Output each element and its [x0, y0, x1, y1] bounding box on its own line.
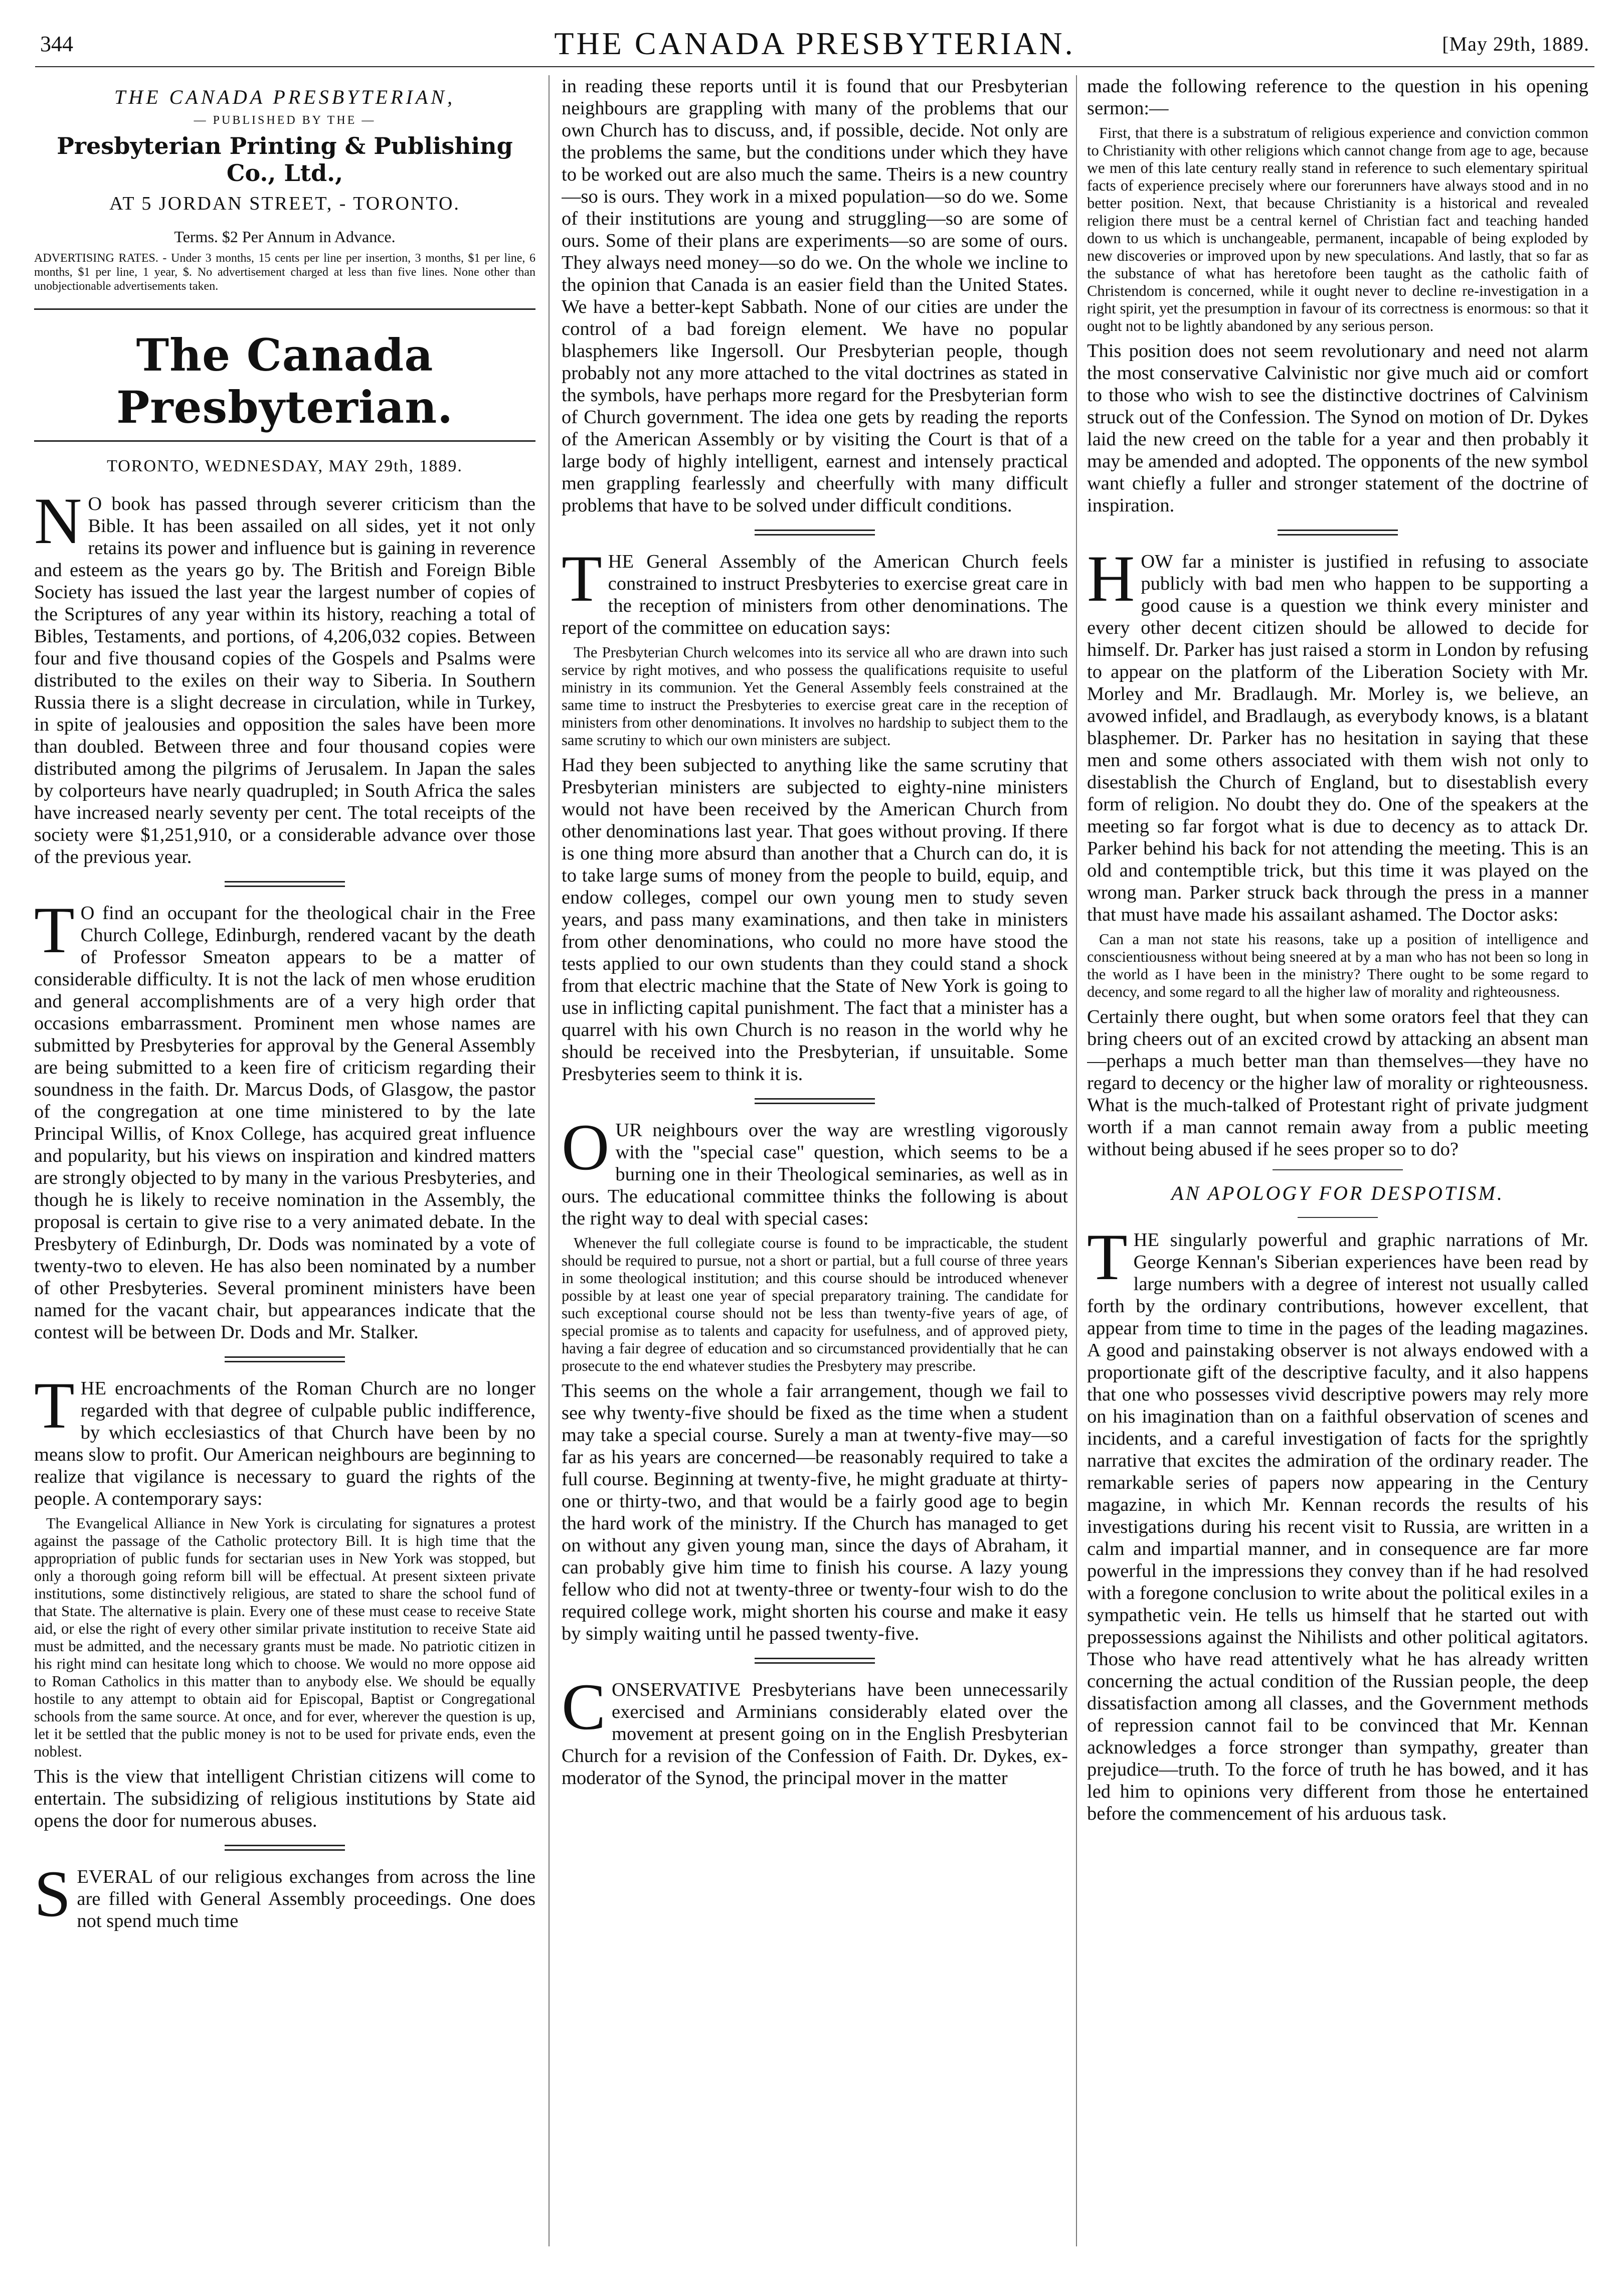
quote-doctor-asks: Can a man not state his reasons, take up a position of intelligence and conscientiousness without being sneered at by a man who has not been so long in the world as I have been in the ministry? There ought to be some regard to decency, and some regard to all the higher law of morality and righteousness.	[1087, 931, 1588, 1000]
article-bible-society: NO book has passed through severer criticism than the Bible. It has been assailed on all sides, yet it not only retains its power and influence but is gaining in reverence and esteem as the years go by. The British and Foreign Bible Society has issued the last year the largest number of copies of the Scriptures of any year within its history, reaching a total of Bibles, Testaments, and portions, of 4,206,032 copies. Between four and five thousand copies of the Gospels and Psalms were distributed to the exiles on their way to Siberia. In Southern Russia there is a slight decrease in circulation, while in Turkey, in spite of jealousies and opposition the sales have been more than doubled. Between three and four thousand copies were distributed among the pilgrims of Jerusalem. In Japan the sales by colporteurs have nearly quadrupled; in South Africa the sales have increased nearly seventy per cent. The total receipts of the society were $1,251,910, or a considerable advance over those of the previous year.	[34, 484, 535, 867]
divider	[755, 530, 875, 536]
header-rule	[35, 66, 1594, 67]
running-title: THE CANADA PRESBYTERIAN.	[554, 26, 1075, 61]
article-general-assembly: THE General Assembly of the American Church feels constrained to instruct Presbyteries to exercise great care in the reception of ministers from other denominations. The report of the committee on education says:	[562, 542, 1068, 638]
article-roman-church: THE encroachments of the Roman Church are no longer regarded with that degree of culpable public indifference, by which ecclesiastics of that Church have been by no means slow to profit. Our American neighbours are beginning to realize that vigilance is necessary to guard the rights of the people. A contemporary says:	[34, 1368, 535, 1509]
column-divider	[549, 75, 550, 2246]
article-roman-church-cont: This is the view that intelligent Christian citizens will come to entertain. The subsidizing of religious institutions by State aid opens the door for numerous abuses.	[34, 1766, 535, 1831]
section-title-despotism: AN APOLOGY FOR DESPOTISM.	[1171, 1182, 1504, 1204]
quote-special-cases: Whenever the full collegiate course is found to be impracticable, the student should be required to pursue, not a short or partial, but a full course of three years in some theological institution; and this course should be introduced whenever possible by at least one year of special preparatory training. The candidate for such exceptional course should not be less than twenty-five years of age, of special promise as to talents and capacity for usefulness, and of approved piety, having a fair degree of education and so circumstanced providentially that he can prosecute to the end whatever studies the Presbytery may prescribe.	[562, 1235, 1068, 1374]
divider	[1298, 1217, 1378, 1218]
divider	[1273, 1169, 1403, 1170]
divider	[755, 1658, 875, 1664]
article-apology-despotism: THE singularly powerful and graphic narrations of Mr. George Kennan's Siberian experiences have been read by large numbers with a degree of interest not usually called forth by the ordinary contributions, however excellent, that appear from time to time in the pages of the leading magazines. A good and painstaking observer is not always endowed with a proportionate gift of the descriptive faculty, and it also happens that one who possesses vivid descriptive powers may rely more on his imagination than on a faithful observation of scenes and incidents, and a careful investigation of facts for the sprightly narrative that excites the admiration of the ordinary reader. The remarkable series of papers now appearing in the Century magazine, in which Mr. Kennan records the results of his investigations during his recent visit to Russia, are written in a calm and impartial manner, and in consequence are far more powerful in the impressions they convey than if he had resolved with a foregone conclusion to write about the political exiles in a sympathetic vein. He tells us himself that he started out with prepossessions against the Nihilists and other political agitators. Those who have read attentively what he has already written concerning the actual condition of the Russian people, the deep dissatisfaction among all classes, and the Government methods of repression cannot fail to be convinced that Mr. Kennan acknowledges a force stronger than sympathy, greater than prejudice—truth. To the force of truth he has bowed, and it has led him to opinions very different from those he entertained before the commencement of his arduous task.	[1087, 1220, 1588, 1824]
divider	[225, 1845, 345, 1851]
divider	[1278, 530, 1398, 536]
nameplate: The Canada Presbyterian.	[116, 329, 453, 433]
quote-education-committee: The Presbyterian Church welcomes into its service all who are drawn into such service by right motives, and who possess the qualifications requisite to useful ministry in its communion. Yet the General Assembly feels constrained at the same time to instruct the Presbyteries to exercise great care in the reception of ministers from other denominations. It involves no hardship to subject them to the same scrutiny to which our own ministers are subject.	[562, 644, 1068, 749]
quote-opening-sermon: First, that there is a substratum of religious experience and conviction common to Christianity with other religions which cannot change from age to age, because we men of this late century really stand in reference to such elementary spiritual facts of experience precisely where our forerunners have always stood and in no better position. Next, that because Christianity is a historical and revealed religion there must be a central kernel of Christian fact and teaching handed down to us which is unchangeable, permanent, incapable of being exploded by new discoveries or improved upon by new speculations. And lastly, that so far as the substance of what has heretofore been taught as the catholic faith of Christendom is concerned, while it ought never to decline re-investigation in a right spirit, yet the presumption in favour of its correctness is enormous: so that it ought not to be lightly abandoned by any serious person.	[1087, 124, 1588, 334]
masthead-address: AT 5 JORDAN STREET, - TORONTO.	[109, 193, 460, 214]
masthead-terms: Terms. $2 Per Annum in Advance.	[174, 228, 396, 246]
column-1	[34, 75, 535, 2246]
divider	[755, 1098, 875, 1104]
article-conservative-end: This position does not seem revolutionary and need not alarm the most conservative Calvinistic nor give much aid or comfort to those who wish to see the distinctive doctrines of Calvinism struck out of the Confession. The Synod on motion of Dr. Dykes laid the new creed on the table for a year and then probably it may be amended and adopted. The opponents of the new symbol want chiefly a fuller and stronger statement of the doctrine of inspiration.	[1087, 340, 1588, 516]
article-general-assembly-cont: Had they been subjected to anything like the same scrutiny that Presbyterian ministers are subjected to eighty-nine ministers would not have been received by the American Church from other denominations last year. That goes without proving. If there is one thing more absurd than another that a Church can do, it is to take large sums of money from the people to build, equip, and endow colleges, compel our own young men to study seven years, and pass many examinations, and then take in ministers from other denominations, who could no more have stood the tests applied to our own students than they could stand a shock from that electric machine that the State of New York is going to use in inflicting capital punishment. The fact that a minister has a quarrel with his own Church is no reason in the world why he should be received into the Presbyterian, if unsuitable. Some Presbyteries seem to think it is.	[562, 755, 1068, 1085]
dateline: TORONTO, WEDNESDAY, MAY 29th, 1889.	[107, 457, 463, 475]
article-religious-exchanges-cont: in reading these reports until it is found that our Presbyterian neighbours are grappling with many of the problems that our own Church has to discuss, and, if possible, decide. Not only are the problems the same, but the conditions under which they have to be worked out are also much the same. Theirs is a new country—so is ours. They work in a mixed population—so do we. Some of their institutions are young and struggling—so are some of ours. Some of their plans are experiments—so are some of ours. They always need money—so do we. On the whole we incline to the opinion that Canada is an easier field than the United States. We have a better-kept Sabbath. None of our cities are under the control of a bad foreign element. We have no popular blasphemers like Ingersoll. Our Presbyterian people, though probably not any more attached to the vital doctrines as stated in the symbols, have perhaps more regard for the Presbyterian form of Church government. The idea one gets by reading the reports of the American Assembly or by visiting the Court is that of a large body of highly intelligent, earnest and intensely practical men grappling fearlessly and cheerfully with many difficult problems that have to be solved under difficult conditions.	[562, 76, 1068, 516]
article-special-case-cont: This seems on the whole a fair arrangement, though we fail to see why twenty-five should be fixed as the time when a student may take a special course. Surely a man at twenty-five may—so far as his years are concerned—be reasonably required to take a full course. Beginning at twenty-five, he might graduate at thirty-one or thirty-two, and that would be a fairly good age to begin the hard work of the ministry. If the Church has managed to get on without any given young man, since the days of Abraham, it can probably give him time to finish his course. A lazy young fellow who did not at twenty-three or twenty-four wish to do the required college work, might shorten his course and make it easy by simply waiting until he passed twenty-five.	[562, 1380, 1068, 1644]
column-3	[1087, 75, 1588, 2246]
column-2	[562, 75, 1068, 2246]
masthead-published-by: — PUBLISHED BY THE —	[194, 114, 376, 127]
article-dr-parker-cont: Certainly there ought, but when some orators feel that they can bring cheers out of an excited crowd by attacking an absent man—perhaps a much better man than themselves—they have no regard to decency or the higher law of morality or righteousness. What is the much-talked of Protestant right of private judgment worth if a man cannot remain away from a public meeting without being abused if he sees proper so to do?	[1087, 1006, 1588, 1160]
divider	[34, 440, 535, 442]
article-conservative-presbyterians: CONSERVATIVE Presbyterians have been unnecessarily exercised and Arminians considerably elated over the movement at present going on in the English Presbyterian Church for a revision of the Confession of Faith. Dr. Dykes, ex-moderator of the Synod, the principal mover in the matter	[562, 1670, 1068, 1789]
quote-evangelical-alliance: The Evangelical Alliance in New York is circulating for signatures a protest against the passage of the Catholic protectory Bill. It is high time that the appropriation of public funds for sectarian uses in New York was stopped, but only a thorough going reform bill will be effectual. At present sixteen private institutions, some distinctively religious, are stated to share the school fund of that State. The alternative is plain. Every one of these must cease to receive State aid, or else the right of every other similar private institution to receive State aid must be admitted, and the necessary grants must be made. No patriotic citizen in his right mind can hesitate long which to choose. We would no more oppose aid to Roman Catholics in this matter than to anybody else. We should be equally hostile to any attempt to obtain aid for Episcopal, Baptist or Congregational schools from the same source. At once, and for ever, wherever the question is up, let it be settled that the public money is not to be used for private ends, even the noblest.	[34, 1515, 535, 1760]
divider	[225, 881, 345, 887]
article-conservative-cont: made the following reference to the question in his opening sermon:—	[1087, 76, 1588, 119]
issue-date: [May 29th, 1889.	[1442, 33, 1589, 55]
masthead-company: Presbyterian Printing & Publishing Co., Ltd.,	[57, 132, 513, 187]
article-special-case: OUR neighbours over the way are wrestling vigorously with the "special case" question, which seems to be a burning one in their Theological seminaries, as well as in ours. The educational committee thinks the following is about the right way to deal with special cases:	[562, 1110, 1068, 1229]
divider	[34, 308, 535, 310]
article-theological-chair: TO find an occupant for the theological chair in the Free Church College, Edinburgh, rendered vacant by the death of Professor Smeaton appears to be a matter of considerable difficulty. It is not the lack of men whose erudition and general accomplishments are of a very high order that occasions embarrassment. Prominent men whose names are submitted by Presbyteries for approval by the General Assembly are being submitted to a keen fire of criticism regarding their soundness in the faith. Dr. Marcus Dods, of Glasgow, the pastor of the congregation at one time ministered to by the late Principal Willis, of Knox College, has acquired great influence and popularity, but his views on inspiration and kindred matters are strongly objected to by many in the various Presbyteries, and though he is likely to receive nomination in the Assembly, the proposal is certain to give rise to a very animated debate. In the Presbytery of Edinburgh, Dr. Dods was nominated by a vote of twenty-two to eleven. He has also been nominated by a number of other Presbyteries. Several prominent ministers have been named for the vacant chair, but appearances indicate that the contest will be between Dr. Dods and Mr. Stalker.	[34, 893, 535, 1343]
column-divider	[1076, 75, 1077, 2246]
masthead-heading: THE CANADA PRESBYTERIAN,	[114, 86, 455, 108]
article-dr-parker: HOW far a minister is justified in refusing to associate publicly with bad men who happen to be supporting a good cause is a question we think every minister and every other decent citizen should be allowed to decide for himself. Dr. Parker has just raised a storm in London by refusing to appear on the platform of the Liberation Society with Mr. Morley and Mr. Bradlaugh. Mr. Morley is, we believe, an avowed infidel, and Bradlaugh, as everybody knows, is a blatant blasphemer. Dr. Parker has no hesitation in saying that these men and some others associated with them wish not only to disestablish the Church of England, but to disestablish every form of religion. No doubt they do. One of the speakers at the meeting so far forgot what is due to decency as to attack Dr. Parker behind his back for not attending the meeting. This is an old and contemptible trick, but this time it was played on the wrong man. Parker struck back through the press in a manner that must have made his assailant ashamed. The Doctor asks:	[1087, 542, 1588, 925]
advertising-rates: ADVERTISING RATES. - Under 3 months, 15 cents per line per insertion, 3 months, $1 per line, 6 months, $1 per line, 1 year, $. No advertisement charged at less than five lines. None other than unobjectionable advertisements taken.	[34, 252, 535, 293]
divider	[225, 1356, 345, 1362]
page-number: 344	[40, 32, 73, 56]
page-header	[35, 25, 1594, 65]
article-religious-exchanges: SEVERAL of our religious exchanges from across the line are filled with General Assembly proceedings. One does not spend much time	[34, 1857, 535, 1931]
